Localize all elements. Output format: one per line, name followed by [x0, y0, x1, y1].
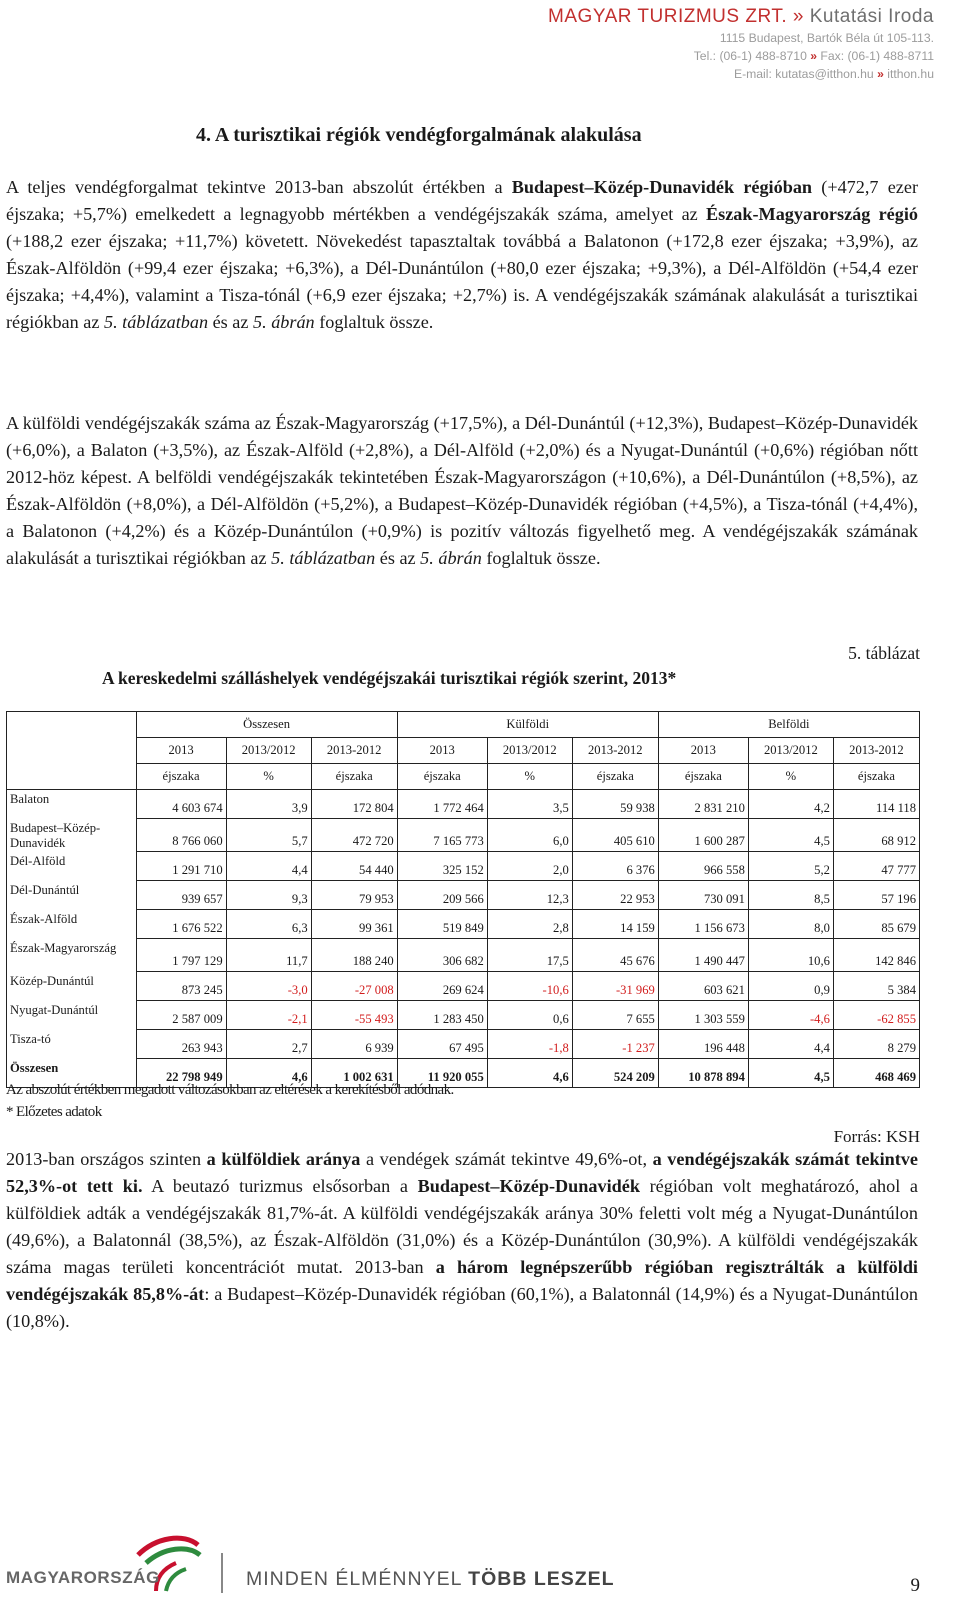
table-cell: 12,3: [487, 881, 572, 910]
table-cell: 59 938: [572, 790, 658, 819]
table-note-rounding: Az abszolút értékben megadott változásokban az eltérések a kerekítésből adódnak.: [6, 1082, 454, 1098]
table-cell: 54 440: [311, 852, 397, 881]
table-cell: 11,7: [226, 939, 311, 972]
table-cell: 4 603 674: [136, 790, 226, 819]
table-reference: 5. táblázatban: [103, 312, 209, 332]
text: (+188,2 ezer éjszaka; +11,7%) követett. Növekedést tapasztaltak továbbá a Balatonon (+172,8 ezer éjszaka; +3,9%), az Észak-Alföldön (+99,4 ezer éjszaka; +6,3%), a Dél-Dunántúlon (+80,0 ezer éjszaka; +9,3%), a Dél-Alföldön (+54,4 ezer éjszaka; +4,4%), valamint a Tisza-tónál (+6,9 ezer éjszaka; +2,7%) is. A vendégéjszakák számának alakulását a turisztikai régiókban az: [6, 231, 918, 332]
paragraph-3: [6, 1146, 918, 1335]
table-cell: -2,1: [226, 1001, 311, 1030]
text: régióban volt meghatározó, ahol a külföldiek adták a vendégéjszakák 81,7%-át. A külföldi vendégéjszakák aránya 30% feletti volt még a Nyugat-Dunántúlon (49,6%), a Balatonnál (38,5%), az Észak-Alföldön (31,0%) és a Közép-Dunántúlon (30,9%). A külföldi vendégéjszakák száma magas területi koncentrációt mutat. 2013-ban: [6, 1176, 918, 1277]
column-header: 2013: [136, 738, 226, 764]
table-cell: -3,0: [226, 972, 311, 1001]
table-cell: 4,5: [748, 819, 833, 852]
table-cell: 1 600 287: [658, 819, 748, 852]
table-note-preliminary: * Előzetes adatok: [6, 1104, 102, 1120]
table-cell: 405 610: [572, 819, 658, 852]
table-row: [7, 972, 920, 1001]
region-name: Dél-Dunántúl: [7, 881, 137, 910]
table-cell: 939 657: [136, 881, 226, 910]
letterhead: [548, 6, 934, 82]
footer-slogan: [246, 1568, 615, 1591]
table-cell: 1 772 464: [397, 790, 487, 819]
website: itthon.hu: [887, 67, 934, 81]
unit-header: éjszaka: [311, 764, 397, 790]
table-cell: 196 448: [658, 1030, 748, 1059]
table-cell: 11 920 055: [397, 1059, 487, 1088]
table-cell: 209 566: [397, 881, 487, 910]
table-cell: 0,9: [748, 972, 833, 1001]
region-name: Észak-Magyarország: [7, 939, 137, 972]
phone: Tel.: (06-1) 488-8710: [693, 49, 807, 63]
table-cell: 142 846: [833, 939, 919, 972]
table-cell: 1 002 631: [311, 1059, 397, 1088]
table-row: [7, 1001, 920, 1030]
table-cell: 8 279: [833, 1030, 919, 1059]
table-cell: 5,2: [748, 852, 833, 881]
table-cell: 4,6: [487, 1059, 572, 1088]
bold-text: a három legnépszerűbb régióban regisztrálták a külföldi vendégéjszakák 85,8%-át: [6, 1257, 918, 1304]
region-name: Dél-Alföld: [7, 852, 137, 881]
unit-header: éjszaka: [136, 764, 226, 790]
table-cell: 188 240: [311, 939, 397, 972]
org-unit: Kutatási Iroda: [809, 6, 934, 27]
slogan-bold-part: TÖBB LESZEL: [468, 1568, 615, 1590]
unit-header: éjszaka: [397, 764, 487, 790]
table-cell: -10,6: [487, 972, 572, 1001]
table-reference: 5. táblázatban: [271, 548, 376, 568]
table-cell: 6 939: [311, 1030, 397, 1059]
org-separator: »: [787, 6, 810, 27]
table-cell: 79 953: [311, 881, 397, 910]
region-name: Nyugat-Dunántúl: [7, 1001, 137, 1030]
table-cell: 306 682: [397, 939, 487, 972]
table-cell: 85 679: [833, 910, 919, 939]
text: A teljes vendégforgalmat tekintve 2013-ban abszolút értékben a: [6, 177, 512, 197]
table-cell: 1 303 559: [658, 1001, 748, 1030]
table-header-units: [7, 764, 920, 790]
table-cell: 6 376: [572, 852, 658, 881]
table-header-periods: [7, 738, 920, 764]
table-cell: 57 196: [833, 881, 919, 910]
region-name: Összesen: [7, 1059, 137, 1088]
table-cell: 8,0: [748, 910, 833, 939]
table-cell: 1 156 673: [658, 910, 748, 939]
table-row: [7, 881, 920, 910]
text: foglaltuk össze.: [314, 312, 434, 332]
column-header: 2013-2012: [311, 738, 397, 764]
column-header: 2013: [397, 738, 487, 764]
table-row: [7, 939, 920, 972]
figure-reference: 5. ábrán: [420, 548, 482, 568]
column-header: 2013/2012: [748, 738, 833, 764]
text: : a Budapest–Közép-Dunavidék régióban (60,1%), a Balatonnál (14,9%) és a Nyugat-Dunántúlon (10,8%).: [6, 1284, 919, 1331]
table-cell: 603 621: [658, 972, 748, 1001]
table-cell: 14 159: [572, 910, 658, 939]
table-cell: 325 152: [397, 852, 487, 881]
table-cell: 2 831 210: [658, 790, 748, 819]
table-cell: 966 558: [658, 852, 748, 881]
figure-reference: 5. ábrán: [253, 312, 315, 332]
table-cell: 0,6: [487, 1001, 572, 1030]
table-cell: 17,5: [487, 939, 572, 972]
table-cell: 5,7: [226, 819, 311, 852]
table-cell: 45 676: [572, 939, 658, 972]
text: (+472,7 ezer éjszaka; +5,7%) emelkedett a legnagyobb mértékben a vendégéjszakák száma, amelyet az: [6, 177, 919, 224]
table-cell: 472 720: [311, 819, 397, 852]
footer-separator: [221, 1553, 223, 1593]
table-cell: -31 969: [572, 972, 658, 1001]
table-cell: -1,8: [487, 1030, 572, 1059]
text: és az: [375, 548, 421, 568]
page-number: 9: [910, 1575, 920, 1596]
text: 2013-ban országos szinten: [6, 1149, 207, 1169]
phone-fax-line: [548, 48, 934, 64]
table-row: [7, 910, 920, 939]
unit-header: éjszaka: [833, 764, 919, 790]
organization-name: [548, 6, 934, 28]
table-cell: -27 008: [311, 972, 397, 1001]
paragraph-1: [6, 174, 918, 336]
group-header: Belföldi: [658, 712, 919, 738]
table-row: [7, 852, 920, 881]
region-name: Budapest–Közép-Dunavidék: [7, 819, 137, 852]
table-cell: 8,5: [748, 881, 833, 910]
org-name: MAGYAR TURIZMUS ZRT.: [548, 6, 788, 27]
table-cell: 9,3: [226, 881, 311, 910]
email: E-mail: kutatas@itthon.hu: [733, 67, 874, 81]
table-cell: 1 676 522: [136, 910, 226, 939]
table-cell: 269 624: [397, 972, 487, 1001]
table-cell: 8 766 060: [136, 819, 226, 852]
table-cell: 3,5: [487, 790, 572, 819]
table-cell: 10 878 894: [658, 1059, 748, 1088]
unit-header: %: [748, 764, 833, 790]
table-cell: 2 587 009: [136, 1001, 226, 1030]
table-cell: 1 797 129: [136, 939, 226, 972]
table-cell: 519 849: [397, 910, 487, 939]
slogan-part: MINDEN ÉLMÉNNYEL: [246, 1568, 469, 1590]
table-cell: 4,6: [226, 1059, 311, 1088]
table-cell: 1 291 710: [136, 852, 226, 881]
table-caption: 5. táblázat: [848, 643, 920, 663]
table-cell: 114 118: [833, 790, 919, 819]
arrow-separator: »: [810, 49, 818, 63]
table-cell: 4,2: [748, 790, 833, 819]
text: A külföldi vendégéjszakák száma az Észak-Magyarország (+17,5%), a Dél-Dunántúl (+12,3%), Budapest–Közép-Dunavidék (+6,0%), a Balaton (+3,5%), az Észak-Alföld (+2,8%), a Dél-Alföld (+2,0%) és a Nyugat-Dunántúl (+0,6%) régióban nőtt 2012-höz képest. A belföldi vendégéjszakák tekintetében Észak-Magyarországon (+10,6%), a Dél-Dunántúlon (+8,5%), az Észak-Alföldön (+8,0%), a Dél-Alföldön (+5,2%), a Budapest–Közép-Dunavidék régióban (+4,5%), a Tisza-tónál (+4,4%), a Balatonon (+4,2%) és a Közép-Dunántúlon (+0,9%) is pozitív változás figyelhető meg. A vendégéjszakák számának alakulását a turisztikai régiókban az: [6, 413, 918, 568]
table-body: [7, 790, 920, 1088]
bold-text: Észak-Magyarország régió: [706, 204, 918, 224]
table-cell: 1 283 450: [397, 1001, 487, 1030]
group-header: Összesen: [136, 712, 397, 738]
table-cell: -55 493: [311, 1001, 397, 1030]
unit-header: %: [487, 764, 572, 790]
section-title: 4. A turisztikai régiók vendégforgalmának alakulása: [196, 124, 642, 146]
paragraph-2: [6, 410, 918, 572]
bold-text: a külföldiek aránya: [206, 1149, 361, 1169]
unit-header: éjszaka: [658, 764, 748, 790]
region-name: Közép-Dunántúl: [7, 972, 137, 1001]
table-row: [7, 1030, 920, 1059]
bold-text: Budapest–Közép-Dunavidék: [417, 1176, 640, 1196]
unit-header: %: [226, 764, 311, 790]
group-header: Külföldi: [397, 712, 658, 738]
table-source: Forrás: KSH: [833, 1127, 920, 1146]
table-cell: 4,4: [226, 852, 311, 881]
table-cell: 873 245: [136, 972, 226, 1001]
table-cell: -1 237: [572, 1030, 658, 1059]
table-cell: 7 165 773: [397, 819, 487, 852]
bold-text: a vendégéjszakák számát tekintve 52,3%-ot tett ki.: [6, 1149, 918, 1196]
table-cell: 2,0: [487, 852, 572, 881]
table-cell: 1 490 447: [658, 939, 748, 972]
table-cell: 172 804: [311, 790, 397, 819]
table-cell: 2,7: [226, 1030, 311, 1059]
bold-text: Budapest–Közép-Dunavidék régióban: [511, 177, 813, 197]
region-name: Balaton: [7, 790, 137, 819]
table-cell: 4,4: [748, 1030, 833, 1059]
text: A beutazó turizmus elsősorban a: [142, 1176, 418, 1196]
corner-cell: [7, 712, 137, 790]
table-row: [7, 819, 920, 852]
table-row: [7, 790, 920, 819]
table-cell: 22 798 949: [136, 1059, 226, 1088]
table-cell: 6,0: [487, 819, 572, 852]
table-cell: 730 091: [658, 881, 748, 910]
table-cell: 67 495: [397, 1030, 487, 1059]
table-title: A kereskedelmi szálláshelyek vendégéjszakái turisztikai régiók szerint, 2013*: [102, 668, 677, 688]
table-cell: 6,3: [226, 910, 311, 939]
region-name: Észak-Alföld: [7, 910, 137, 939]
table-cell: 10,6: [748, 939, 833, 972]
address-line: 1115 Budapest, Bartók Béla út 105-113.: [719, 31, 934, 45]
table-cell: 468 469: [833, 1059, 919, 1088]
data-table: [6, 711, 920, 1088]
table-cell: 263 943: [136, 1030, 226, 1059]
column-header: 2013-2012: [833, 738, 919, 764]
column-header: 2013/2012: [487, 738, 572, 764]
column-header: 2013-2012: [572, 738, 658, 764]
table-cell: 22 953: [572, 881, 658, 910]
table-cell: 2,8: [487, 910, 572, 939]
text: a vendégek számát tekintve 49,6%-ot,: [360, 1149, 653, 1169]
footer-brand: MAGYARORSZÁG: [6, 1568, 160, 1587]
region-name: Tisza-tó: [7, 1030, 137, 1059]
table-cell: 5 384: [833, 972, 919, 1001]
table-cell: 68 912: [833, 819, 919, 852]
column-header: 2013/2012: [226, 738, 311, 764]
text: foglaltuk össze.: [481, 548, 601, 568]
table-cell: 4,5: [748, 1059, 833, 1088]
unit-header: éjszaka: [572, 764, 658, 790]
table-cell: 3,9: [226, 790, 311, 819]
table-cell: 99 361: [311, 910, 397, 939]
table-cell: -4,6: [748, 1001, 833, 1030]
column-header: 2013: [658, 738, 748, 764]
table-cell: -62 855: [833, 1001, 919, 1030]
table-cell: 7 655: [572, 1001, 658, 1030]
contact-line: [548, 66, 934, 82]
table-cell: 524 209: [572, 1059, 658, 1088]
text: és az: [208, 312, 253, 332]
fax: Fax: (06-1) 488-8711: [820, 49, 934, 63]
table-header-groups: [7, 712, 920, 738]
table-cell: 47 777: [833, 852, 919, 881]
arrow-separator: »: [877, 67, 884, 81]
